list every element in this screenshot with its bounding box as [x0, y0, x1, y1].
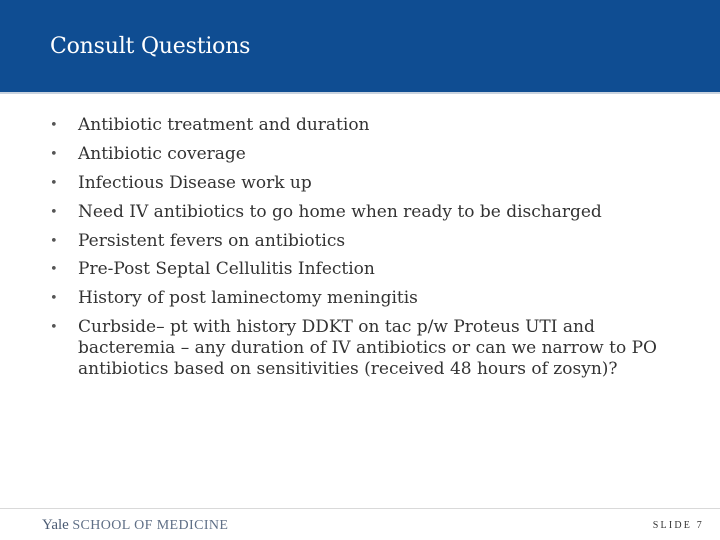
- bullet-icon: •: [50, 146, 58, 162]
- logo-school-text: SCHOOL OF MEDICINE: [72, 518, 229, 533]
- bullet-icon: •: [50, 233, 58, 249]
- bullet-text: Need IV antibiotics to go home when ready to be discharged: [78, 201, 602, 222]
- bullet-text: History of post laminectomy meningitis: [78, 288, 418, 309]
- bullet-text: Persistent fevers on antibiotics: [78, 230, 346, 251]
- list-item: [50, 317, 690, 380]
- list-item: [50, 144, 690, 165]
- list-item: [50, 288, 690, 309]
- bullet-text: Pre-Post Septal Cellulitis Infection: [78, 259, 375, 280]
- bullet-text: Antibiotic treatment and duration: [78, 115, 370, 135]
- bullet-text: Infectious Disease work up: [78, 172, 312, 193]
- logo-yale-text: Yale: [42, 517, 69, 533]
- slide-title: Consult Questions: [50, 34, 251, 59]
- bullet-icon: •: [50, 320, 58, 336]
- bullet-icon: •: [50, 291, 58, 307]
- yale-logo: [42, 517, 228, 534]
- bullet-icon: •: [50, 118, 58, 133]
- title-bar: [0, 0, 720, 94]
- bullet-list: [50, 115, 690, 380]
- list-item: [50, 173, 690, 194]
- slide-content: [50, 115, 690, 388]
- bullet-text: Antibiotic coverage: [78, 143, 246, 164]
- slide-number: SLIDE 7: [652, 520, 704, 531]
- list-item: [50, 115, 690, 136]
- bullet-icon: •: [50, 204, 58, 220]
- list-item: [50, 231, 690, 252]
- list-item: [50, 202, 690, 223]
- bullet-icon: •: [50, 175, 58, 191]
- bullet-text: Curbside– pt with history DDKT on tac p/w Proteus UTI and bacteremia – any duration of IV antibiotics or can we narrow to PO antibiotics based on sensitivities (received 48 hours of zosyn)?: [78, 317, 657, 380]
- list-item: [50, 259, 690, 280]
- bullet-icon: •: [50, 262, 58, 278]
- footer-divider: [0, 508, 720, 509]
